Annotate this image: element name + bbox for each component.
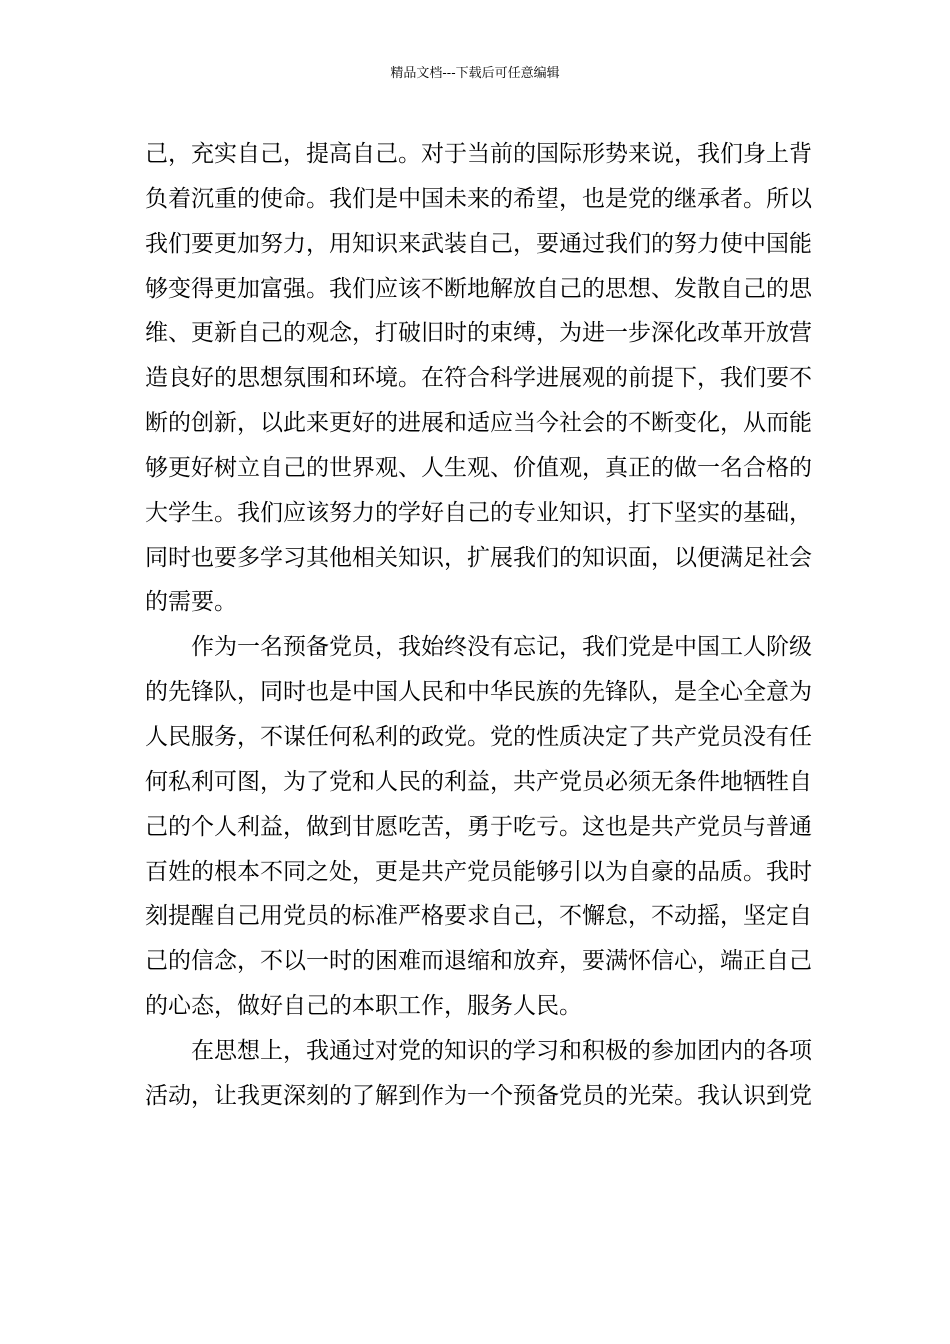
text-line: 刻提醒自己用党员的标准严格要求自己，不懈怠，不动摇，坚定自 [145, 903, 812, 930]
text-line: 负着沉重的使命。我们是中国未来的希望，也是党的继承者。所以 [145, 185, 812, 212]
text-line: 己的个人利益，做到甘愿吃苦，勇于吃亏。这也是共产党员与普通 [145, 813, 812, 840]
text-line: 百姓的根本不同之处，更是共产党员能够引以为自豪的品质。我时 [145, 858, 812, 885]
text-line: 作为一名预备党员，我始终没有忘记，我们党是中国工人阶级 [191, 634, 812, 661]
paragraph [145, 1029, 810, 1119]
page-header: 精品文档---下载后可任意编辑 [390, 66, 560, 81]
text-line: 同时也要多学习其他相关知识，扩展我们的知识面，以便满足社会 [145, 544, 812, 571]
text-line: 的心态，做好自己的本职工作，服务人民。 [145, 993, 582, 1020]
document-body [145, 132, 810, 1119]
text-line: 我们要更加努力，用知识来武装自己，要通过我们的努力使中国能 [145, 230, 812, 257]
text-line: 断的创新，以此来更好的进展和适应当今社会的不断变化，从而能 [145, 410, 812, 437]
text-line: 大学生。我们应该努力的学好自己的专业知识，打下坚实的基础， [145, 499, 812, 526]
paragraph [145, 625, 810, 1029]
text-line: 够变得更加富强。我们应该不断地解放自己的思想、发散自己的思 [145, 275, 812, 302]
text-line: 己，充实自己，提高自己。对于当前的国际形势来说，我们身上背 [145, 141, 812, 167]
text-line: 的需要。 [145, 589, 237, 616]
text-line: 造良好的思想氛围和环境。在符合科学进展观的前提下，我们要不 [145, 365, 812, 392]
text-line: 何私利可图，为了党和人民的利益，共产党员必须无条件地牺牲自 [145, 768, 812, 795]
text-line: 维、更新自己的观念，打破旧时的束缚，为进一步深化改革开放营 [145, 320, 812, 347]
text-line: 在思想上，我通过对党的知识的学习和积极的参加团内的各项 [191, 1037, 812, 1064]
text-line: 的先锋队，同时也是中国人民和中华民族的先锋队，是全心全意为 [145, 679, 812, 706]
paragraph [145, 132, 810, 625]
text-line: 活动，让我更深刻的了解到作为一个预备党员的光荣。我认识到党 [145, 1082, 812, 1109]
text-line: 人民服务，不谋任何私利的政党。党的性质决定了共产党员没有任 [145, 723, 812, 750]
text-line: 够更好树立自己的世界观、人生观、价值观，真正的做一名合格的 [145, 454, 812, 481]
text-line: 己的信念，不以一时的困难而退缩和放弃，要满怀信心，端正自己 [145, 948, 812, 975]
